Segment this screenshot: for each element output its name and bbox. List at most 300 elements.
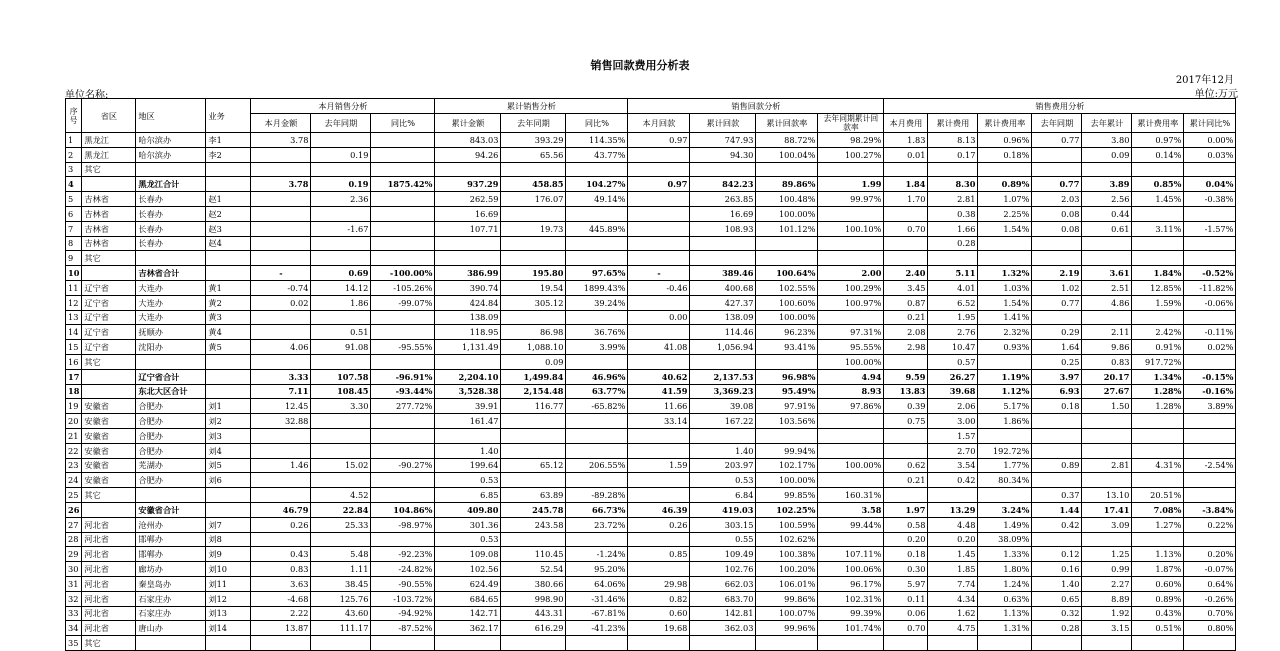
row-value: 88.72%	[756, 133, 818, 148]
row-value: 100.27%	[818, 147, 884, 162]
row-value: 1.70	[884, 192, 928, 207]
row-value: 100.10%	[818, 221, 884, 236]
row-value	[371, 473, 435, 488]
row-value: 2.00	[818, 266, 884, 281]
row-value: 15.02	[311, 458, 371, 473]
row-value: 3,528.38	[435, 384, 501, 399]
row-value	[311, 473, 371, 488]
row-value: 102.31%	[818, 591, 884, 606]
row-value: 1,131.49	[435, 340, 501, 355]
row-value	[566, 636, 628, 651]
row-value	[371, 192, 435, 207]
row-value	[1184, 636, 1236, 651]
row-value: 91.08	[311, 340, 371, 355]
row-value: 0.82	[628, 591, 690, 606]
table-row	[66, 251, 1236, 266]
row-value: 7.74	[928, 576, 978, 591]
row-seq: 24	[66, 473, 82, 488]
row-value: 14.12	[311, 280, 371, 295]
header-group-expense: 销售费用分析	[884, 99, 1236, 114]
row-value: 33.14	[628, 414, 690, 429]
row-value	[371, 532, 435, 547]
row-value: 2.11	[1082, 325, 1132, 340]
row-seq: 35	[66, 636, 82, 651]
row-business: 刘8	[206, 532, 251, 547]
row-value: -41.23%	[566, 621, 628, 636]
row-value: 445.89%	[566, 221, 628, 236]
row-value: 305.12	[501, 295, 566, 310]
row-value: 301.36	[435, 517, 501, 532]
header-group-cum-sales: 累计销售分析	[435, 99, 628, 114]
row-value	[311, 162, 371, 177]
row-value: 1.45%	[1132, 192, 1184, 207]
row-province: 河北省	[82, 621, 136, 636]
row-value	[501, 310, 566, 325]
row-value: 0.51	[311, 325, 371, 340]
header-col-8: 累计回款率	[756, 114, 818, 133]
report-unit: 单位:万元	[1194, 89, 1238, 100]
row-value: 13.10	[1082, 488, 1132, 503]
row-value: 100.60%	[756, 295, 818, 310]
row-value	[628, 428, 690, 443]
row-value: 0.12	[1032, 547, 1082, 562]
row-region: 沧州办	[136, 517, 206, 532]
row-province: 吉林省	[82, 206, 136, 221]
row-value: 0.93%	[978, 340, 1032, 355]
row-business: 赵4	[206, 236, 251, 251]
table-row	[66, 547, 1236, 562]
row-value: 2.25%	[978, 206, 1032, 221]
row-value: 100.29%	[818, 280, 884, 295]
table-row	[66, 206, 1236, 221]
table-row	[66, 636, 1236, 651]
row-value: 107.58	[311, 369, 371, 384]
row-value: 49.14%	[566, 192, 628, 207]
row-value: 5.11	[928, 266, 978, 281]
row-province: 其它	[82, 354, 136, 369]
row-value: 0.63%	[978, 591, 1032, 606]
table-row	[66, 591, 1236, 606]
table-row	[66, 369, 1236, 384]
row-value: 0.22%	[1184, 517, 1236, 532]
row-value	[566, 473, 628, 488]
row-seq: 10	[66, 266, 82, 281]
row-value: 616.29	[501, 621, 566, 636]
row-value: 0.57	[928, 354, 978, 369]
row-value: 16.69	[690, 206, 756, 221]
row-seq: 16	[66, 354, 82, 369]
row-value: 0.39	[884, 399, 928, 414]
row-value: 32.88	[251, 414, 311, 429]
row-province: 河北省	[82, 576, 136, 591]
row-value: -11.82%	[1184, 280, 1236, 295]
row-value: 80.34%	[978, 473, 1032, 488]
row-value: -0.16%	[1184, 384, 1236, 399]
row-value: 8.13	[928, 133, 978, 148]
row-value	[311, 636, 371, 651]
table-row	[66, 162, 1236, 177]
row-value: 23.72%	[566, 517, 628, 532]
row-value	[1132, 251, 1184, 266]
row-region: 大连办	[136, 295, 206, 310]
row-value	[884, 236, 928, 251]
row-value	[501, 443, 566, 458]
row-value: 4.01	[928, 280, 978, 295]
row-value: 4.75	[928, 621, 978, 636]
row-value: 0.02%	[1184, 340, 1236, 355]
row-value	[566, 354, 628, 369]
row-value	[566, 251, 628, 266]
row-value	[1082, 473, 1132, 488]
row-value: 683.70	[690, 591, 756, 606]
table-row	[66, 606, 1236, 621]
row-value: -90.55%	[371, 576, 435, 591]
row-seq: 23	[66, 458, 82, 473]
row-value: 0.70%	[1184, 606, 1236, 621]
row-value: 1.27%	[1132, 517, 1184, 532]
row-region: 合肥办	[136, 428, 206, 443]
row-province: 辽宁省	[82, 280, 136, 295]
row-value: 0.83	[1082, 354, 1132, 369]
table-row	[66, 310, 1236, 325]
row-value: 3.54	[928, 458, 978, 473]
row-region: 合肥办	[136, 443, 206, 458]
row-value: 1.44	[1032, 502, 1082, 517]
row-province: 吉林省	[82, 221, 136, 236]
row-value: 0.75	[884, 414, 928, 429]
row-value: 0.77	[1032, 295, 1082, 310]
row-value: 2.42%	[1132, 325, 1184, 340]
row-value: 1.02	[1032, 280, 1082, 295]
row-value: 0.18%	[978, 147, 1032, 162]
row-value: 65.56	[501, 147, 566, 162]
row-value	[818, 236, 884, 251]
row-value	[690, 428, 756, 443]
row-value: -92.23%	[371, 547, 435, 562]
row-value: 13.83	[884, 384, 928, 399]
row-value: -65.82%	[566, 399, 628, 414]
row-value: 0.44	[1082, 206, 1132, 221]
row-value	[1184, 251, 1236, 266]
row-region: 石家庄办	[136, 591, 206, 606]
row-value	[251, 473, 311, 488]
row-value: 0.61	[1082, 221, 1132, 236]
row-value: 362.17	[435, 621, 501, 636]
row-seq: 20	[66, 414, 82, 429]
row-value: 2.76	[928, 325, 978, 340]
row-value: 97.31%	[818, 325, 884, 340]
row-province: 河北省	[82, 517, 136, 532]
row-value	[1032, 236, 1082, 251]
row-value: 0.62	[884, 458, 928, 473]
row-value	[978, 636, 1032, 651]
row-value	[1184, 310, 1236, 325]
row-value: 400.68	[690, 280, 756, 295]
table-row	[66, 192, 1236, 207]
row-value	[566, 310, 628, 325]
row-region: 石家庄办	[136, 606, 206, 621]
row-value: 5.17%	[978, 399, 1032, 414]
row-value: 3.63	[251, 576, 311, 591]
row-value	[311, 532, 371, 547]
row-value	[251, 428, 311, 443]
row-value	[884, 636, 928, 651]
row-value	[978, 354, 1032, 369]
row-value	[1032, 443, 1082, 458]
row-value: -67.81%	[566, 606, 628, 621]
row-value	[628, 192, 690, 207]
row-value: 243.58	[501, 517, 566, 532]
row-value: 11.66	[628, 399, 690, 414]
table-row	[66, 443, 1236, 458]
row-value: 2,137.53	[690, 369, 756, 384]
row-value	[501, 162, 566, 177]
header-col-2: 同比%	[371, 114, 435, 133]
row-value	[1132, 473, 1184, 488]
row-value: 937.29	[435, 177, 501, 192]
row-value	[1032, 251, 1082, 266]
row-value	[251, 206, 311, 221]
row-value: 0.25	[1032, 354, 1082, 369]
row-value	[1032, 414, 1082, 429]
row-value: 100.04%	[756, 147, 818, 162]
row-value: -87.52%	[371, 621, 435, 636]
row-region: 吉林省合计	[136, 266, 206, 281]
row-value	[371, 251, 435, 266]
row-value: 0.97%	[1132, 133, 1184, 148]
row-value: 12.45	[251, 399, 311, 414]
row-value: 1.84%	[1132, 266, 1184, 281]
row-value	[311, 354, 371, 369]
row-value: 142.71	[435, 606, 501, 621]
row-value	[756, 636, 818, 651]
row-value	[501, 636, 566, 651]
row-value	[1132, 414, 1184, 429]
row-region: 邯郸办	[136, 532, 206, 547]
row-business: 李1	[206, 133, 251, 148]
row-business: 刘2	[206, 414, 251, 429]
row-value: 2.06	[928, 399, 978, 414]
row-value: 0.26	[251, 517, 311, 532]
row-business: 刘11	[206, 576, 251, 591]
row-value: 1,056.94	[690, 340, 756, 355]
row-value: 118.95	[435, 325, 501, 340]
row-value: 263.85	[690, 192, 756, 207]
header-col-16: 累计同比%	[1184, 114, 1236, 133]
row-value	[371, 414, 435, 429]
header-province: 省区	[82, 99, 136, 133]
row-value: 1.28%	[1132, 399, 1184, 414]
row-value: 1.41%	[978, 310, 1032, 325]
row-seq: 19	[66, 399, 82, 414]
row-value: -1.57%	[1184, 221, 1236, 236]
row-value: 4.86	[1082, 295, 1132, 310]
row-value: 3.09	[1082, 517, 1132, 532]
row-province: 安徽省	[82, 399, 136, 414]
row-value: 99.96%	[756, 621, 818, 636]
row-value: 1.54%	[978, 295, 1032, 310]
row-value: 13.87	[251, 621, 311, 636]
row-value	[1082, 251, 1132, 266]
row-value: 1875.42%	[371, 177, 435, 192]
row-region: 抚顺办	[136, 325, 206, 340]
row-value	[628, 162, 690, 177]
row-value: 1.64	[1032, 340, 1082, 355]
table-row	[66, 621, 1236, 636]
row-value: 114.46	[690, 325, 756, 340]
row-value	[566, 162, 628, 177]
row-seq: 21	[66, 428, 82, 443]
table-row	[66, 340, 1236, 355]
row-value: 0.85%	[1132, 177, 1184, 192]
row-value	[251, 162, 311, 177]
row-value	[1184, 206, 1236, 221]
row-value: 1.50	[1082, 399, 1132, 414]
row-value: 1.59%	[1132, 295, 1184, 310]
row-value: 2.27	[1082, 576, 1132, 591]
row-business: 刘14	[206, 621, 251, 636]
row-value: 203.97	[690, 458, 756, 473]
row-seq: 31	[66, 576, 82, 591]
row-value: 167.22	[690, 414, 756, 429]
table-row	[66, 354, 1236, 369]
row-value: 2.19	[1032, 266, 1082, 281]
row-province: 辽宁省	[82, 295, 136, 310]
row-value: 303.15	[690, 517, 756, 532]
row-value: 109.08	[435, 547, 501, 562]
row-value: 3.24%	[978, 502, 1032, 517]
row-value: 66.73%	[566, 502, 628, 517]
header-col-10: 本月费用	[884, 114, 928, 133]
row-value	[628, 221, 690, 236]
row-value	[566, 236, 628, 251]
header-col-5: 同比%	[566, 114, 628, 133]
row-value: 0.69	[311, 266, 371, 281]
row-region: 哈尔滨办	[136, 133, 206, 148]
row-value: 27.67	[1082, 384, 1132, 399]
row-value	[818, 206, 884, 221]
row-value: 102.25%	[756, 502, 818, 517]
row-region: 合肥办	[136, 399, 206, 414]
row-value	[756, 354, 818, 369]
row-value: 2.22	[251, 606, 311, 621]
row-value: 0.85	[628, 547, 690, 562]
row-value: 96.23%	[756, 325, 818, 340]
row-value: 1.92	[1082, 606, 1132, 621]
row-value: 419.03	[690, 502, 756, 517]
row-value: 2.40	[884, 266, 928, 281]
row-value: 1.77%	[978, 458, 1032, 473]
row-province	[82, 502, 136, 517]
row-value: 109.49	[690, 547, 756, 562]
row-province: 黑龙江	[82, 133, 136, 148]
row-value	[371, 636, 435, 651]
row-business	[206, 251, 251, 266]
row-seq: 25	[66, 488, 82, 503]
row-value: 2.32%	[978, 325, 1032, 340]
row-value: 97.65%	[566, 266, 628, 281]
row-value: 1.99	[818, 177, 884, 192]
row-value: 6.93	[1032, 384, 1082, 399]
row-value: 0.58	[884, 517, 928, 532]
row-value	[435, 251, 501, 266]
row-value: 195.80	[501, 266, 566, 281]
row-value	[628, 532, 690, 547]
row-value: 0.26	[628, 517, 690, 532]
row-value: 0.32	[1032, 606, 1082, 621]
row-value	[628, 473, 690, 488]
row-value: 0.38	[928, 206, 978, 221]
table-row	[66, 473, 1236, 488]
row-business: 刘1	[206, 399, 251, 414]
row-value: 0.21	[884, 473, 928, 488]
row-value: -0.74	[251, 280, 311, 295]
row-value: 41.08	[628, 340, 690, 355]
row-value: 3.33	[251, 369, 311, 384]
row-value: 95.49%	[756, 384, 818, 399]
row-seq: 3	[66, 162, 82, 177]
row-region: 合肥办	[136, 414, 206, 429]
row-business: 黄5	[206, 340, 251, 355]
row-value: 1.46	[251, 458, 311, 473]
row-seq: 1	[66, 133, 82, 148]
row-value: 3.30	[311, 399, 371, 414]
row-province: 其它	[82, 251, 136, 266]
row-value: 3.78	[251, 133, 311, 148]
row-business: 黄3	[206, 310, 251, 325]
row-value: 0.89	[1032, 458, 1082, 473]
row-value: 1.59	[628, 458, 690, 473]
row-value: 1.28%	[1132, 384, 1184, 399]
row-value: 0.18	[1032, 399, 1082, 414]
row-value: 1.97	[884, 502, 928, 517]
table-row	[66, 562, 1236, 577]
table-row	[66, 517, 1236, 532]
header-group-month-sales: 本月销售分析	[251, 99, 435, 114]
row-value: 39.68	[928, 384, 978, 399]
row-value: 917.72%	[1132, 354, 1184, 369]
row-seq: 32	[66, 591, 82, 606]
row-value: 3.58	[818, 502, 884, 517]
row-value: 0.97	[628, 177, 690, 192]
row-value: 101.12%	[756, 221, 818, 236]
row-value: 1.62	[928, 606, 978, 621]
row-value	[628, 354, 690, 369]
header-col-6: 本月回款	[628, 114, 690, 133]
row-value: 108.45	[311, 384, 371, 399]
row-value: 0.97	[628, 133, 690, 148]
row-value: 19.73	[501, 221, 566, 236]
row-value: 99.39%	[818, 606, 884, 621]
row-value: 0.65	[1032, 591, 1082, 606]
row-value: 100.06%	[818, 562, 884, 577]
row-region: 唐山办	[136, 621, 206, 636]
row-value: 100.38%	[756, 547, 818, 562]
row-business: 刘10	[206, 562, 251, 577]
row-value: 94.26	[435, 147, 501, 162]
table-row	[66, 266, 1236, 281]
row-province: 河北省	[82, 547, 136, 562]
row-province: 其它	[82, 636, 136, 651]
row-value: 46.39	[628, 502, 690, 517]
row-value: 0.19	[311, 147, 371, 162]
row-province: 吉林省	[82, 236, 136, 251]
row-value: 0.06	[884, 606, 928, 621]
row-value: 25.33	[311, 517, 371, 532]
table-row	[66, 414, 1236, 429]
row-value	[928, 251, 978, 266]
row-value: -1.24%	[566, 547, 628, 562]
